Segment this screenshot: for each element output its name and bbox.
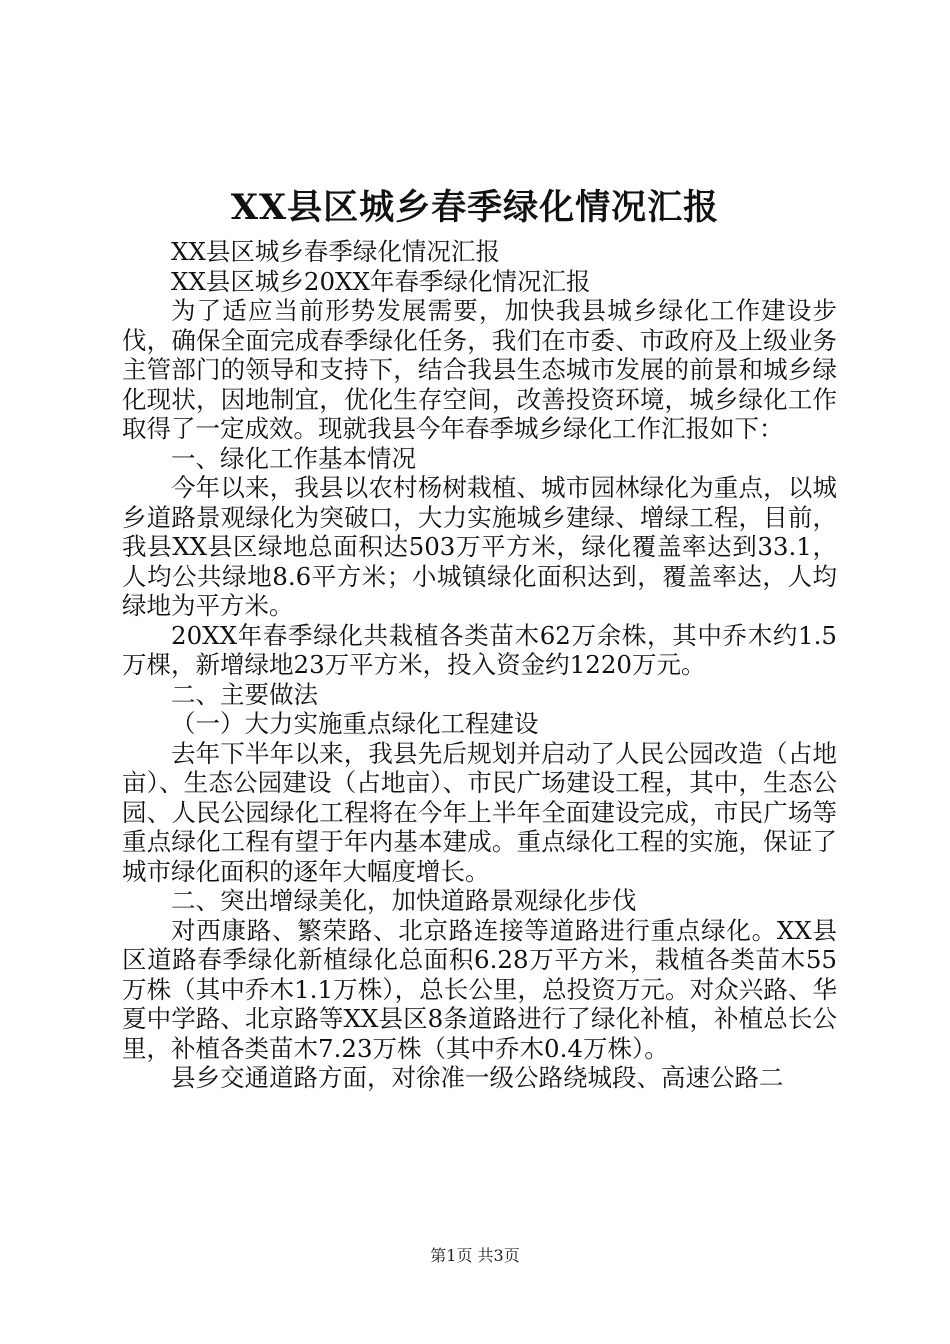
paragraph-key-projects: 去年下半年以来，我县先后规划并启动了人民公园改造（占地亩）、生态公园建设（占地亩）、市民广场建设工程，其中，生态公园、人民公园绿化工程将在今年上半年全面建设完成，市民广场等重点绿化工程有望于年内基本建成。重点绿化工程的实施，保证了城市绿化面积的逐年大幅度增长。 [122,738,837,886]
paragraph-subtitle-2: XX县区城乡20XX年春季绿化情况汇报 [171,266,591,296]
subsection-heading-1: （一）大力实施重点绿化工程建设 [171,709,539,738]
section-heading-2: 二、主要做法 [171,679,318,709]
document-title: XX县区城乡春季绿化情况汇报 [230,187,720,228]
paragraph-spring-planting: 20XX年春季绿化共栽植各类苗木62万余株，其中乔木约1.5万棵，新增绿地23万平方米，投入资金约1220万元。 [122,620,837,679]
paragraph-subtitle-1: XX县区城乡春季绿化情况汇报 [171,237,500,266]
paragraph-road-greening: 对西康路、繁荣路、北京路连接等道路进行重点绿化。XX县区道路春季绿化新植绿化总面积6.28万平方米，栽植各类苗木55万株（其中乔木1.1万株），总长公里，总投资万元。对众兴路、华夏中学路、北京路等XX县区8条道路进行了绿化补植，补植总长公里，补植各类苗木7.23万株（其中乔木0.4万株）。 [122,915,837,1063]
subsection-heading-2: 二、突出增绿美化，加快道路景观绿化步伐 [171,886,637,915]
page-footer: 第1页 共3页 [430,1246,520,1265]
document-body [122,237,837,1093]
paragraph-intro: 为了适应当前形势发展需要，加快我县城乡绿化工作建设步伐，确保全面完成春季绿化任务，我们在市委、市政府及上级业务主管部门的领导和支持下，结合我县生态城市发展的前景和城乡绿化现状，因地制宜，优化生存空间，改善投资环境，城乡绿化工作取得了一定成效。现就我县今年春季城乡绿化工作汇报如下： [122,296,837,443]
paragraph-basic-situation: 今年以来，我县以农村杨树栽植、城市园林绿化为重点，以城乡道路景观绿化为突破口，大力实施城乡建绿、增绿工程，目前，我县XX县区绿地总面积达503万平方米，绿化覆盖率达到33.1，人均公共绿地8.6平方米；小城镇绿化面积达到，覆盖率达，人均绿地为平方米。 [122,473,837,620]
paragraph-traffic-roads: 县乡交通道路方面，对徐准一级公路绕城段、高速公路二 [171,1063,784,1092]
section-heading-1: 一、绿化工作基本情况 [171,443,416,473]
